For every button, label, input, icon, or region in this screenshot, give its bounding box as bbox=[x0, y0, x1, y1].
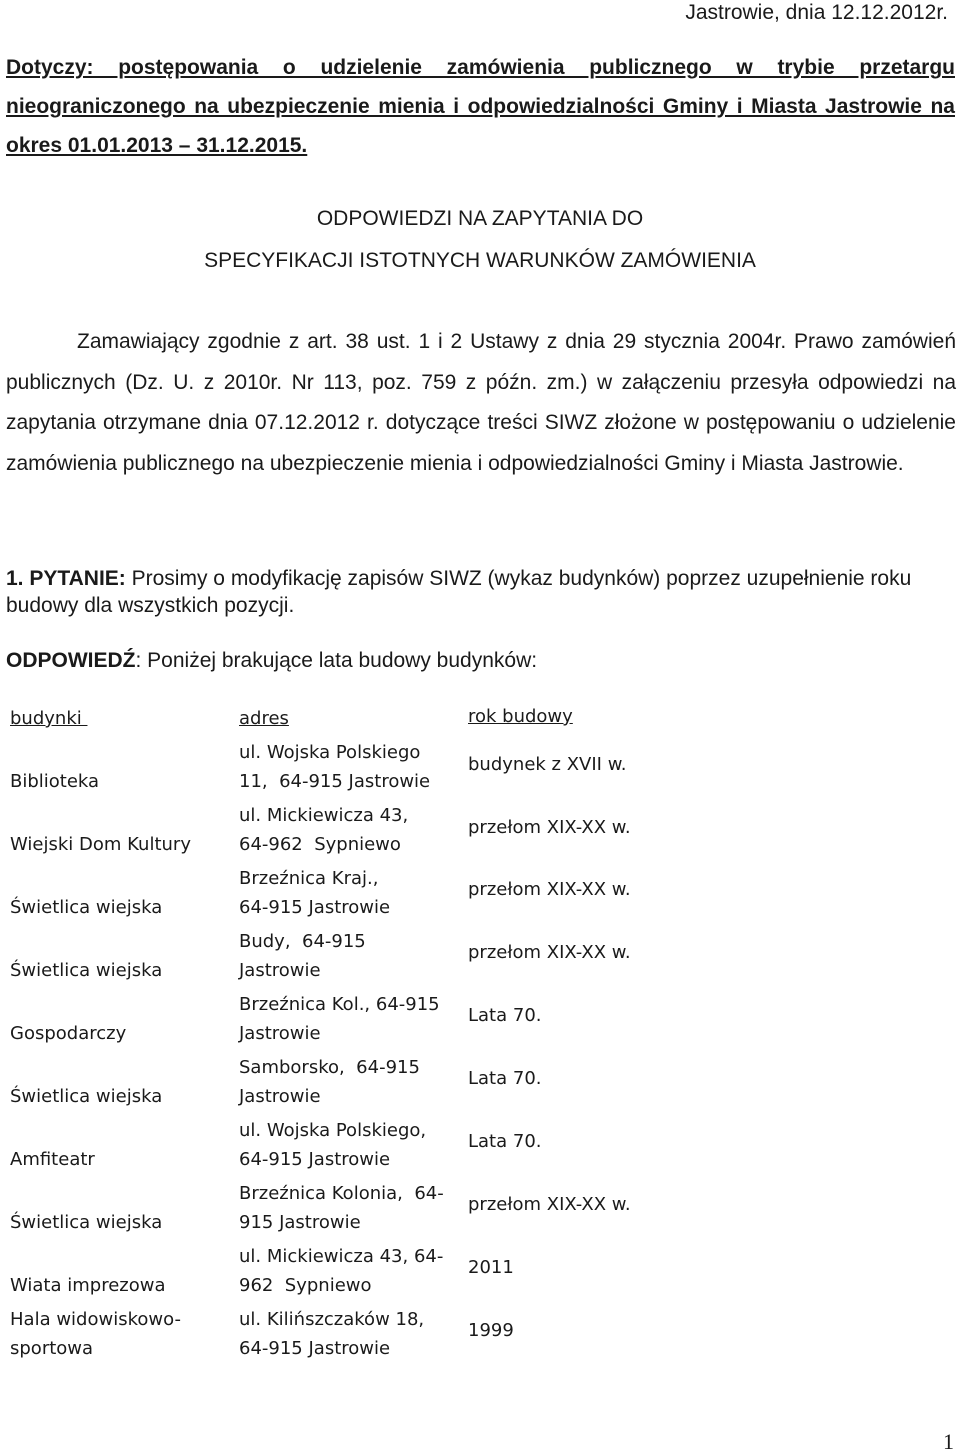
building-cell: Wiejski Dom Kultury bbox=[10, 834, 191, 855]
building-cell: Wiata imprezowa bbox=[10, 1275, 166, 1296]
address-cell: Samborsko, 64-915 Jastrowie bbox=[239, 1057, 420, 1107]
building-cell: Hala widowiskowo- sportowa bbox=[10, 1309, 181, 1359]
column-header-year: rok budowy bbox=[468, 706, 573, 727]
answer-block bbox=[6, 647, 537, 674]
question-label: 1. PYTANIE: bbox=[6, 567, 126, 590]
year-cell: przełom XIX-XX w. bbox=[468, 879, 631, 900]
building-cell: Świetlica wiejska bbox=[10, 897, 163, 918]
building-cell: Gospodarczy bbox=[10, 1023, 127, 1044]
column-header-buildings: budynki bbox=[10, 708, 88, 729]
address-cell: ul. Kilińszczaków 18, 64-915 Jastrowie bbox=[239, 1309, 425, 1359]
year-cell: przełom XIX-XX w. bbox=[468, 817, 631, 838]
answer-label: ODPOWIEDŹ bbox=[6, 649, 136, 672]
column-header-address: adres bbox=[239, 708, 289, 729]
address-cell: ul. Mickiewicza 43, 64-962 Sypniewo bbox=[239, 805, 409, 855]
address-cell: Budy, 64-915 Jastrowie bbox=[239, 931, 366, 981]
address-cell: Brzeźnica Kraj., 64-915 Jastrowie bbox=[239, 868, 391, 918]
address-cell: ul. Mickiewicza 43, 64- 962 Sypniewo bbox=[239, 1246, 444, 1296]
address-cell: Brzeźnica Kolonia, 64- 915 Jastrowie bbox=[239, 1183, 444, 1233]
year-cell: Lata 70. bbox=[468, 1131, 542, 1152]
building-cell: Świetlica wiejska bbox=[10, 1086, 163, 1107]
building-cell: Amfiteatr bbox=[10, 1149, 95, 1170]
building-cell: Świetlica wiejska bbox=[10, 960, 163, 981]
question-text: Prosimy o modyfikację zapisów SIWZ (wykaz budynków) poprzez uzupełnienie roku budowy dla wszystkich pozycji. bbox=[6, 567, 912, 617]
year-cell: 1999 bbox=[468, 1320, 514, 1341]
year-cell: 2011 bbox=[468, 1257, 514, 1278]
building-cell: Świetlica wiejska bbox=[10, 1212, 163, 1233]
page-number: 1 bbox=[943, 1429, 954, 1454]
address-cell: ul. Wojska Polskiego, 64-915 Jastrowie bbox=[239, 1120, 427, 1170]
table-row bbox=[10, 738, 710, 801]
document-date: Jastrowie, dnia 12.12.2012r. bbox=[685, 1, 948, 24]
table-row bbox=[10, 1305, 710, 1368]
address-cell: ul. Wojska Polskiego 11, 64-915 Jastrowie bbox=[239, 742, 431, 792]
year-cell: budynek z XVII w. bbox=[468, 754, 627, 775]
address-cell: Brzeźnica Kol., 64-915 Jastrowie bbox=[239, 994, 440, 1044]
year-cell: przełom XIX-XX w. bbox=[468, 942, 631, 963]
table-row bbox=[10, 927, 710, 990]
table-row bbox=[10, 1053, 710, 1116]
table-row bbox=[10, 990, 710, 1053]
table-row bbox=[10, 1116, 710, 1179]
table-row bbox=[10, 1179, 710, 1242]
document-title-line-2: SPECYFIKACJI ISTOTNYCH WARUNKÓW ZAMÓWIENIA bbox=[204, 249, 756, 272]
table-row bbox=[10, 1242, 710, 1305]
year-cell: Lata 70. bbox=[468, 1068, 542, 1089]
year-cell: przełom XIX-XX w. bbox=[468, 1194, 631, 1215]
subject-line: Dotyczy: postępowania o udzielenie zamówienia publicznego w trybie przetargu nieograniczonego na ubezpieczenie mienia i odpowiedzialności Gminy i Miasta Jastrowie na okres 01.01.2013 – 31.12.2015. bbox=[6, 56, 955, 157]
table-row bbox=[10, 864, 710, 927]
building-cell: Biblioteka bbox=[10, 771, 100, 792]
document-title-line-1: ODPOWIEDZI NA ZAPYTANIA DO bbox=[316, 207, 644, 230]
question-block bbox=[6, 565, 956, 619]
answer-text: : Poniżej brakujące lata budowy budynków: bbox=[135, 649, 538, 672]
intro-paragraph: Zamawiający zgodnie z art. 38 ust. 1 i 2 Ustawy z dnia 29 stycznia 2004r. Prawo zamówień publicznych (Dz. U. z 2010r. Nr 113, poz. 759 z późn. zm.) w załączeniu przesyła odpowiedzi na zapytania otrzymane dnia 07.12.2012 r. dotyczące treści SIWZ złożone w postępowaniu o udzielenie zamówienia publicznego na ubezpieczenie mienia i odpowiedzialności Gminy i Miasta Jastrowie. bbox=[6, 330, 956, 476]
year-cell: Lata 70. bbox=[468, 1005, 542, 1026]
table-row bbox=[10, 801, 710, 864]
